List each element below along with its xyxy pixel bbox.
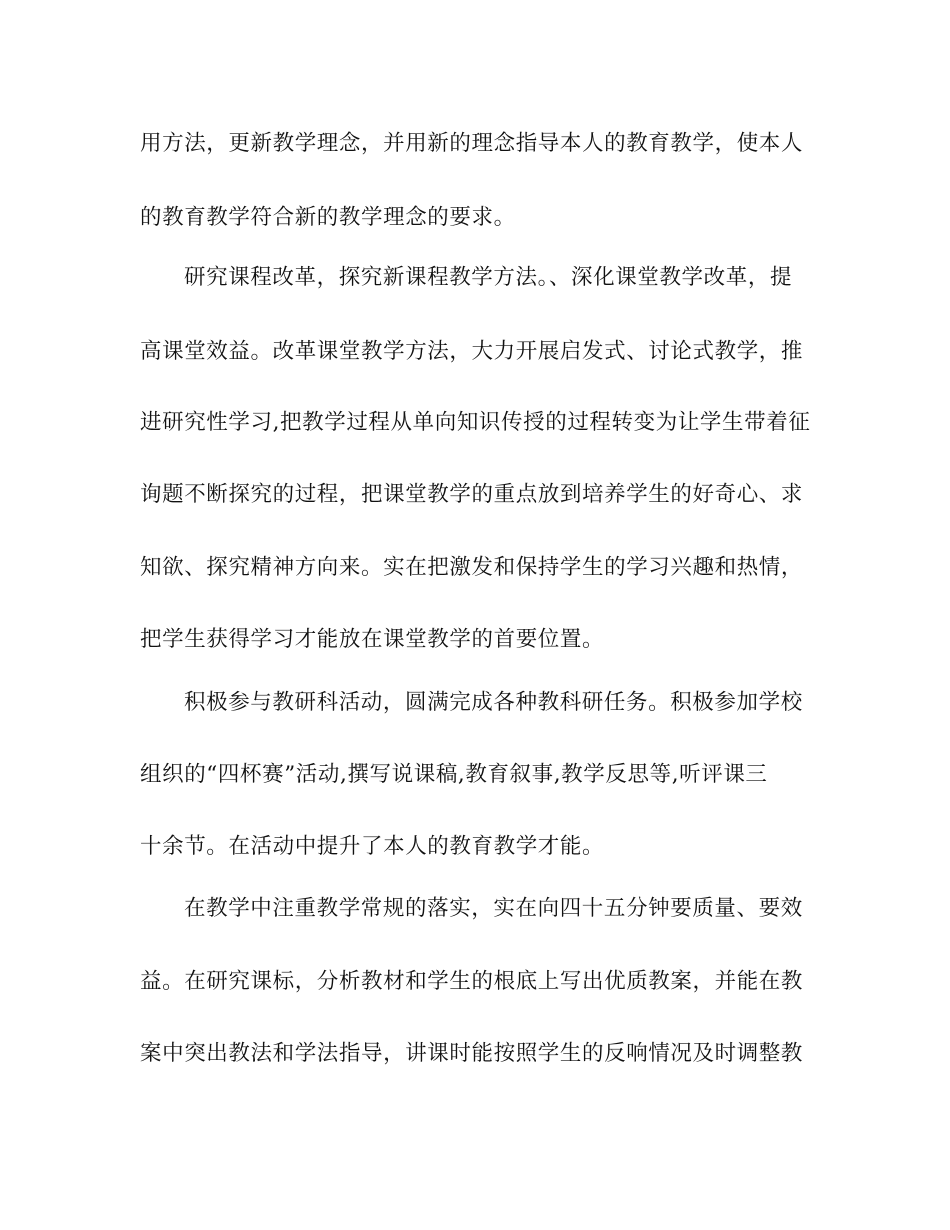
text-line-7: 知欲、探究精神方向来。实在把激发和保持学生的学习兴趣和热情，: [140, 555, 804, 580]
text-line-9: 积极参与教研科活动，圆满完成各种教科研任务。积极参加学校: [184, 690, 803, 715]
text-line-2: 的教育教学符合新的教学理念的要求。: [140, 205, 516, 230]
text-line-10: 组织的“四杯赛”活动,撰写说课稿,教育叙事,教学反思等,听评课三: [140, 762, 768, 787]
text-line-4: 高课堂效益。改革课堂教学方法，大力开展启发式、讨论式教学，推: [140, 339, 804, 364]
text-line-6: 询题不断探究的过程，把课堂教学的重点放到培养学生的好奇心、求: [140, 482, 804, 507]
text-line-13: 益。在研究课标，分析教材和学生的根底上写出优质教案，并能在教: [140, 969, 804, 994]
text-line-1: 用方法，更新教学理念，并用新的理念指导本人的教育教学，使本人: [140, 131, 804, 156]
text-line-8: 把学生获得学习才能放在课堂教学的首要位置。: [140, 627, 605, 652]
text-line-12: 在教学中注重教学常规的落实，实在向四十五分钟要质量、要效: [184, 896, 803, 921]
text-line-3: 研究课程改革，探究新课程教学方法。、深化课堂教学改革，提: [184, 265, 793, 290]
text-line-5: 进研究性学习,把教学过程从单向知识传授的过程转变为让学生带着征: [140, 410, 811, 435]
text-line-14: 案中突出教法和学法指导，讲课时能按照学生的反响情况及时调整教: [140, 1041, 804, 1066]
text-line-11: 十余节。在活动中提升了本人的教育教学才能。: [140, 834, 605, 859]
